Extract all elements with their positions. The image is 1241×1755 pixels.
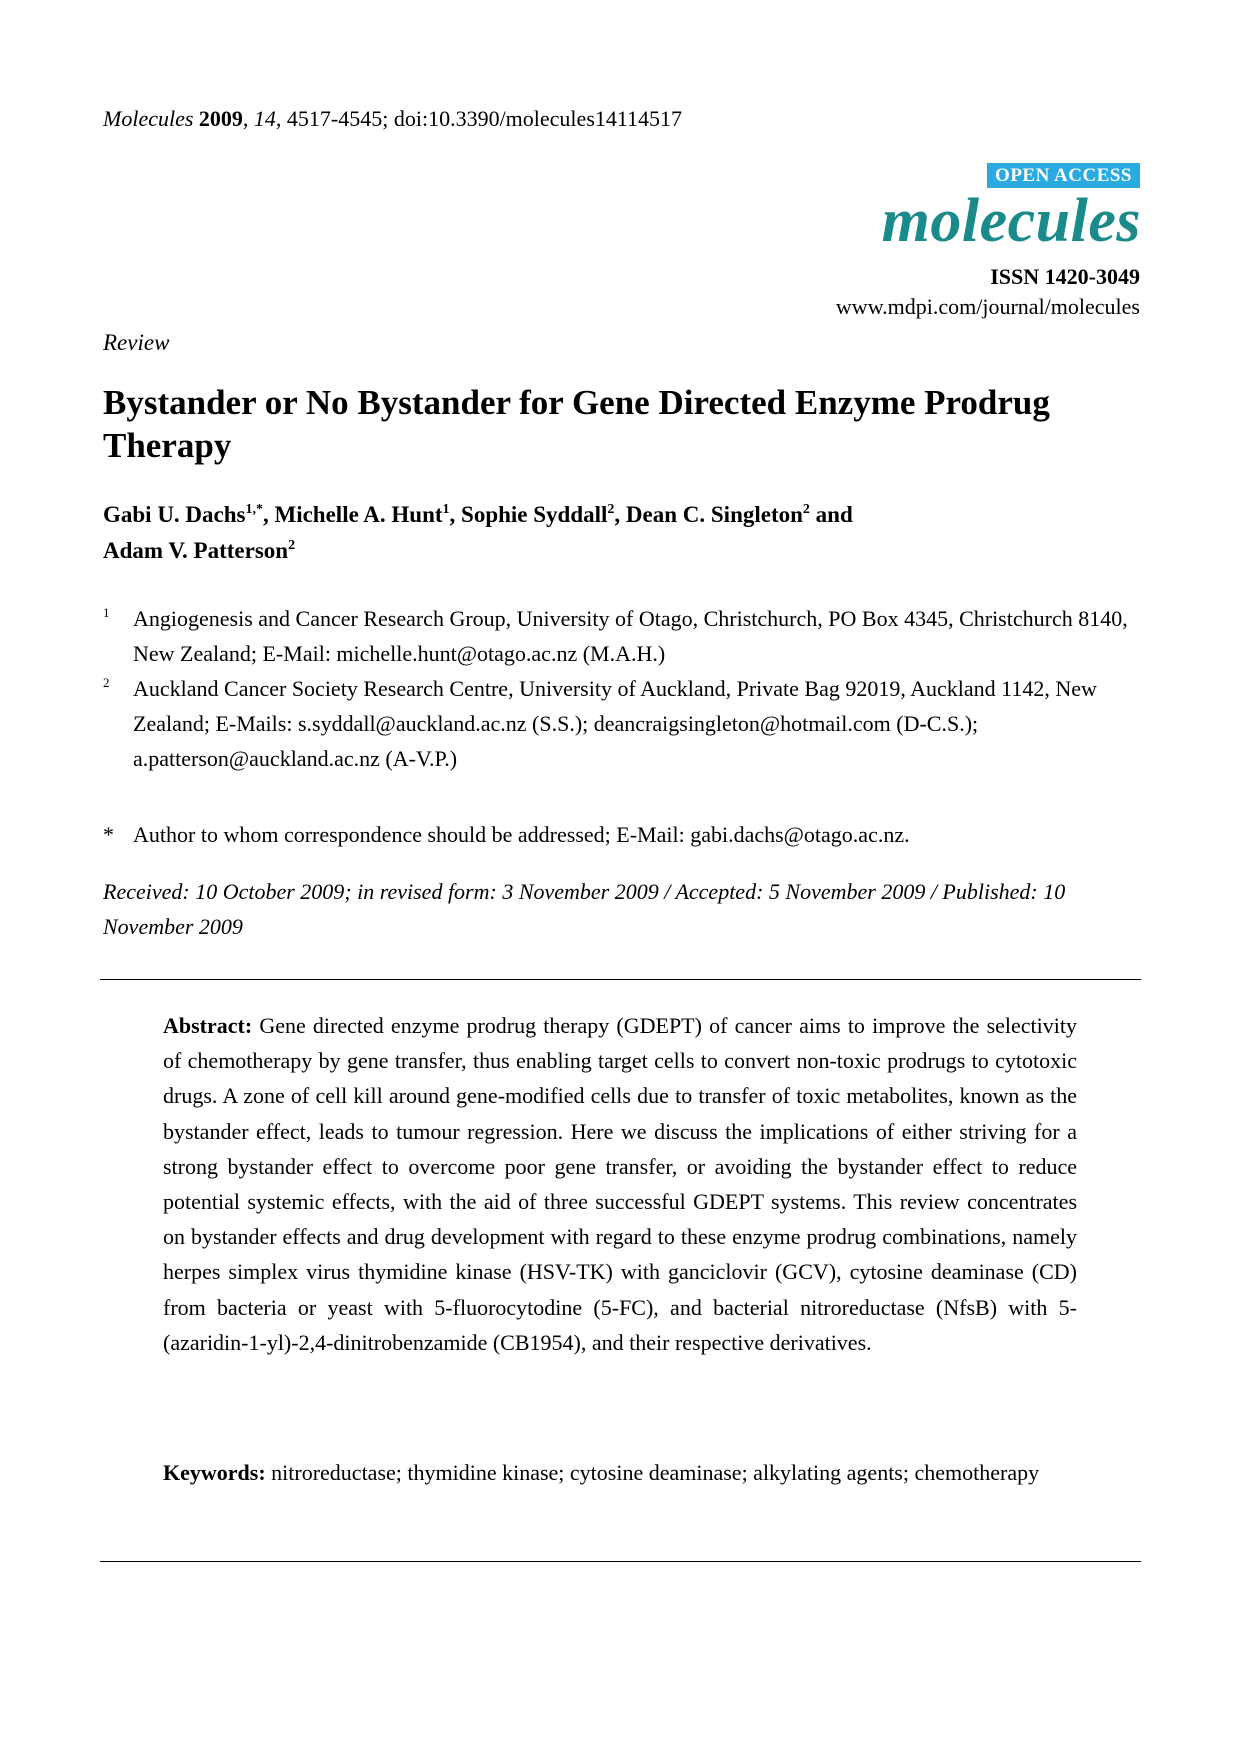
journal-url[interactable]: www.mdpi.com/journal/molecules (835, 294, 1140, 319)
author-affiliation-mark: 1 (442, 502, 450, 517)
author-name: Sophie Syddall (461, 502, 608, 527)
issn: ISSN 1420-3049 (990, 264, 1140, 289)
paper-title: Bystander or No Bystander for Gene Directed Enzyme Prodrug Therapy (103, 383, 1050, 465)
author-name: Adam V. Patterson (103, 538, 289, 563)
author-name: Gabi U. Dachs (103, 502, 246, 527)
affiliation-text: Auckland Cancer Society Research Centre, University of Auckland, Private Bag 92019, Auckland 1142, New Zealand; E-Mails: s.syddall@auckland.ac.nz (S.S.); deancraigsingleton@hotmail.com (D-C.S.); a.patterson@auckland.ac.nz (A-V.P.) (133, 676, 1097, 771)
abstract (163, 1008, 1077, 1360)
affiliation-number: 2 (103, 675, 110, 690)
abstract-text: Gene directed enzyme prodrug therapy (GDEPT) of cancer aims to improve the selectivity of chemotherapy by gene transfer, thus enabling target cells to convert non-toxic prodrugs to cytotoxic drugs. A zone of cell kill around gene-modified cells due to transfer of toxic metabolites, known as the bystander effect, leads to tumour regression. Here we discuss the implications of either striving for a strong bystander effect to overcome poor gene transfer, or avoiding the bystander effect to reduce potential systemic effects, with the aid of three successful GDEPT systems. This review concentrates on bystander effects and drug development with regard to these enzyme prodrug combinations, namely herpes simplex virus thymidine kinase (HSV-TK) with ganciclovir (GCV), cytosine deaminase (CD) from bacteria or yeast with 5-fluorocytodine (5-FC), and bacterial nitroreductase (NfsB) with 5-(azaridin-1-yl)-2,4-dinitrobenzamide (CB1954), and their respective derivatives. (163, 1013, 1078, 1355)
citation-volume: 14 (253, 106, 276, 131)
correspondence-star: * (103, 822, 114, 847)
author-list: Gabi U. Dachs$^{1,*}$, Michelle A. Hunt$^1$, Sophie Syddall$^2$, Dean C. Singleton$^2$ and Adam V. Patterson$^2$ (103, 502, 853, 563)
correspondence-text: Author to whom correspondence should be addressed; E-Mail: gabi.dachs@otago.ac.nz. (133, 822, 910, 847)
abstract-label: Abstract: (163, 1013, 253, 1038)
keywords (163, 1455, 1077, 1490)
citation-line: Molecules 2009, 14, 4517-4545; doi:10.3390/molecules14114517 (103, 106, 683, 131)
article-type: Review (103, 330, 170, 355)
journal-logo: molecules (881, 187, 1141, 255)
author-name: Michelle A. Hunt (274, 502, 443, 527)
keywords-label: Keywords: (163, 1460, 266, 1485)
affiliation-number: 1 (103, 605, 110, 620)
author-affiliation-mark: 1,* (245, 502, 263, 517)
author-affiliation-mark: 2 (802, 502, 810, 517)
author-affiliation-mark: 2 (607, 502, 615, 517)
citation-year: 2009 (198, 106, 243, 131)
divider-bottom (100, 1561, 1141, 1562)
citation-journal: Molecules (103, 106, 194, 131)
keywords-text: nitroreductase; thymidine kinase; cytosine deaminase; alkylating agents; chemotherapy (271, 1460, 1040, 1485)
author-name: Dean C. Singleton (625, 502, 803, 527)
author-affiliation-mark: 2 (288, 538, 296, 553)
affiliation-text: Angiogenesis and Cancer Research Group, University of Otago, Christchurch, PO Box 4345, Christchurch 8140, New Zealand; E-Mail: michelle.hunt@otago.ac.nz (M.A.H.) (133, 606, 1128, 666)
open-access-badge: OPEN ACCESS (987, 163, 1140, 188)
divider-top (100, 979, 1141, 980)
publication-dates: Received: 10 October 2009; in revised form: 3 November 2009 / Accepted: 5 November 2009 / Published: 10 November 2009 (103, 879, 1066, 939)
citation-pages-doi: , 4517-4545; doi:10.3390/molecules14114517 (275, 106, 683, 131)
